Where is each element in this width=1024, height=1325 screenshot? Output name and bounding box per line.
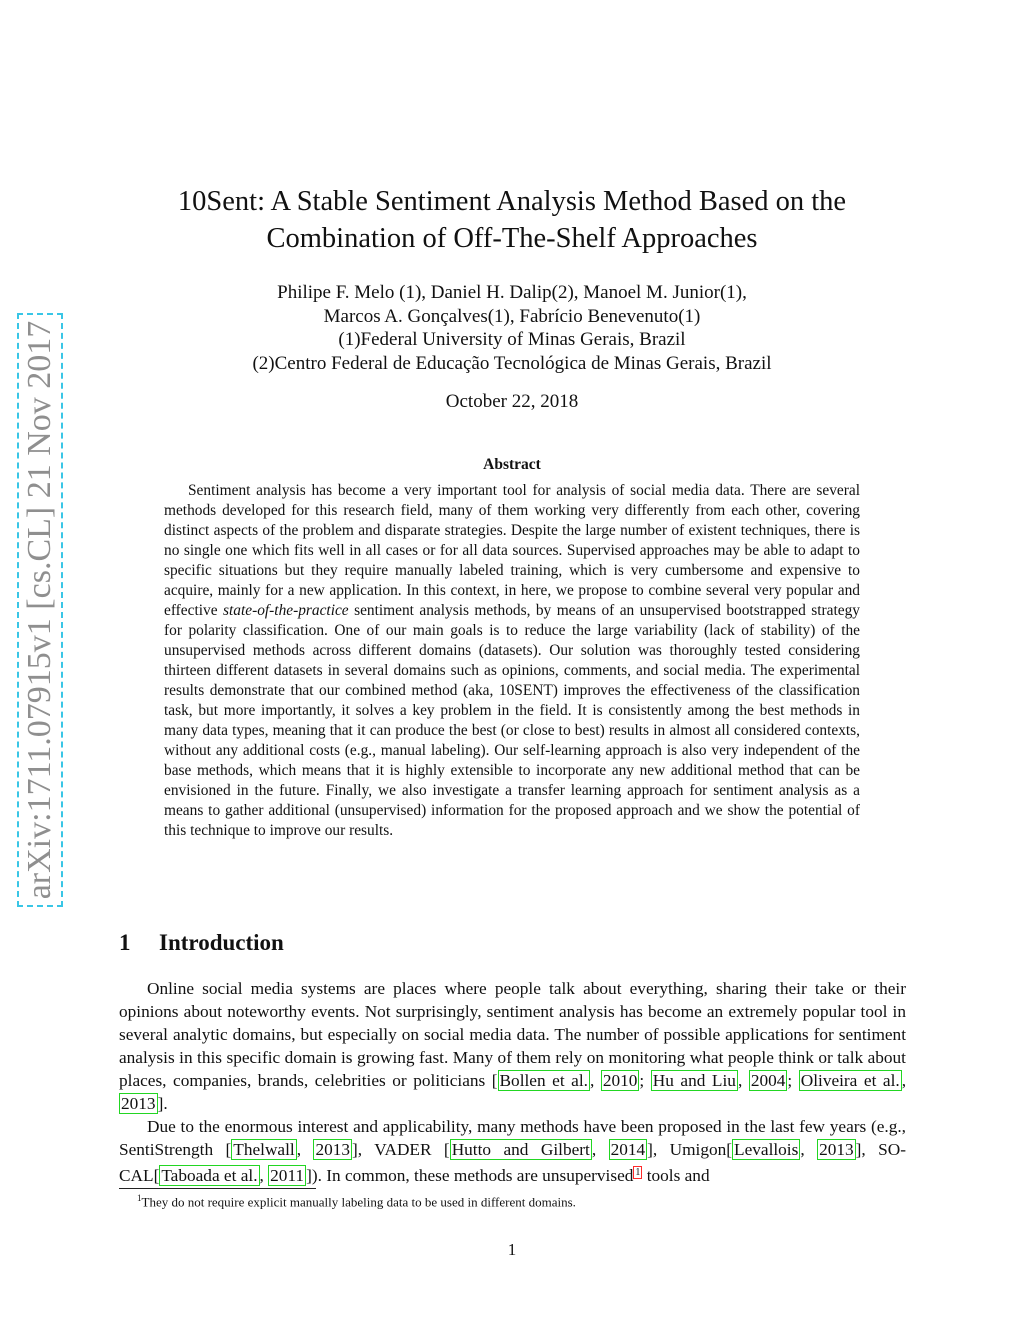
footnote-link[interactable]: 1 [635,1167,641,1178]
arxiv-identifier[interactable]: arXiv:1711.07915v1 [cs.CL] 21 Nov 2017 [21,320,58,900]
citation-link[interactable]: 2013 [819,1140,854,1159]
arxiv-stamp[interactable] [17,313,63,907]
author-line: Philipe F. Melo (1), Daniel H. Dalip(2), Manoel M. Junior(1), [277,282,747,303]
footnote [137,1193,576,1210]
citation-link[interactable]: Levallois [734,1140,799,1159]
title-line: Combination of Off-The-Shelf Approaches [266,223,758,254]
footnote-mark: 1 [137,1193,142,1203]
paper-date: October 22, 2018 [445,391,579,412]
citation-link[interactable]: 2004 [750,1071,786,1090]
section-heading [119,930,284,956]
paragraph: Online social media systems are places where people talk about everything, sharing their take or their opinions about noteworthy events. Not surprisingly, sentiment analysis has become an extremely popular tool in several analytic domains, but especially on social media data. The number of possible applications for sentiment analysis in this specific domain is growing fast. Many of them rely on monitoring what people think or talk about places, companies, brands, celebrities or politicians [ Bollen et al. , 2010 ; Hu and Liu , 2004 ; Oliveira et al. , 2013 ]. [119,979,907,1113]
citation-link[interactable]: Bollen et al. [499,1071,588,1090]
affiliation-line: (2)Centro Federal de Educação Tecnológica de Minas Gerais, Brazil [252,352,772,374]
citation-link[interactable]: Thelwall [233,1140,295,1159]
introduction-body [119,977,906,1187]
citation-link[interactable]: 2010 [602,1071,638,1090]
citation-link[interactable]: Hu and Liu [652,1071,736,1090]
abstract-emphasis: state-of-the-practice [223,602,349,619]
footnote-divider [119,1188,316,1189]
section-title: Introduction [159,930,284,955]
citation-link[interactable]: Oliveira et al. [800,1071,900,1090]
abstract-text: sentiment analysis methods, by means of an unsupervised bootstrapped strategy for polarity classification. One of our main goals is to reduce the large variability (lack of stability) of the unsupervised methods across different domains (datasets). Our solution was thoroughly tested considering thirteen different datasets in several domains such as opinions, comments, and social media. The experimental results demonstrate that our combined method (aka, 10SENT) improves the effectiveness of the classification task, but more importantly, it solves a key problem in the field. It is consistently among the best methods in many data types, meaning that it can produce the best (or close to best) results in almost all considered contexts, without any additional costs (e.g., manual labeling). Our self-learning approach is also very independent of the base methods, which means that it is highly extensible to incorporate any new additional method that can be envisioned in the future. Finally, we also investigate a transfer learning approach for sentiment analysis as a means to gather additional (unsupervised) information for the proposed approach and we show the potential of this technique to improve our results. [164,602,860,839]
citation-link[interactable]: 2014 [610,1140,646,1159]
citation-link[interactable]: Hutto and Gilbert [451,1140,590,1159]
author-line: Marcos A. Gonçalves(1), Fabrício Benevenuto(1) [323,305,701,327]
affiliation-line: (1)Federal University of Minas Gerais, Brazil [338,329,686,350]
page-number: 1 [507,1240,517,1259]
paper-title [120,183,904,257]
citation-link[interactable]: 2013 [315,1140,351,1159]
citation-link[interactable]: 2013 [121,1094,156,1113]
citation-link[interactable]: 2011 [270,1166,305,1185]
citation-link[interactable]: Taboada et al. [161,1166,258,1185]
author-block [120,281,904,375]
section-number: 1 [119,930,131,955]
paragraph: Due to the enormous interest and applicability, many methods have been proposed in the last few years (e.g., SentiStrength [ Thelwall , 2013 ], VADER [ Hutto and Gilbert , 2014 ], Umigon[ Levallois , 2013 ], SO-CAL[ Taboada et al. , 2011 ]). In common, these methods are unsupervised $^1$ tools and [119,1117,907,1185]
abstract-body [164,481,860,841]
title-line: 10Sent: A Stable Sentiment Analysis Method Based on the [177,186,847,217]
abstract-text: Sentiment analysis has become a very important tool for analysis of social media data. There are several methods developed for this research field, many of them working very differently from each other, covering distinct aspects of the problem and disparate strategies. Despite the large number of existent techniques, there is no single one which fits well in all cases or for all data sources. Supervised approaches may be able to adapt to specific situations but they require manually labeled training, which is very cumbersome and expensive to acquire, mainly for a new application. In this context, in here, we propose to combine several very popular and effective [164,482,860,619]
footnote-text: They do not require explicit manually labeling data to be used in different domains. [141,1194,576,1210]
abstract-heading: Abstract [483,456,541,473]
